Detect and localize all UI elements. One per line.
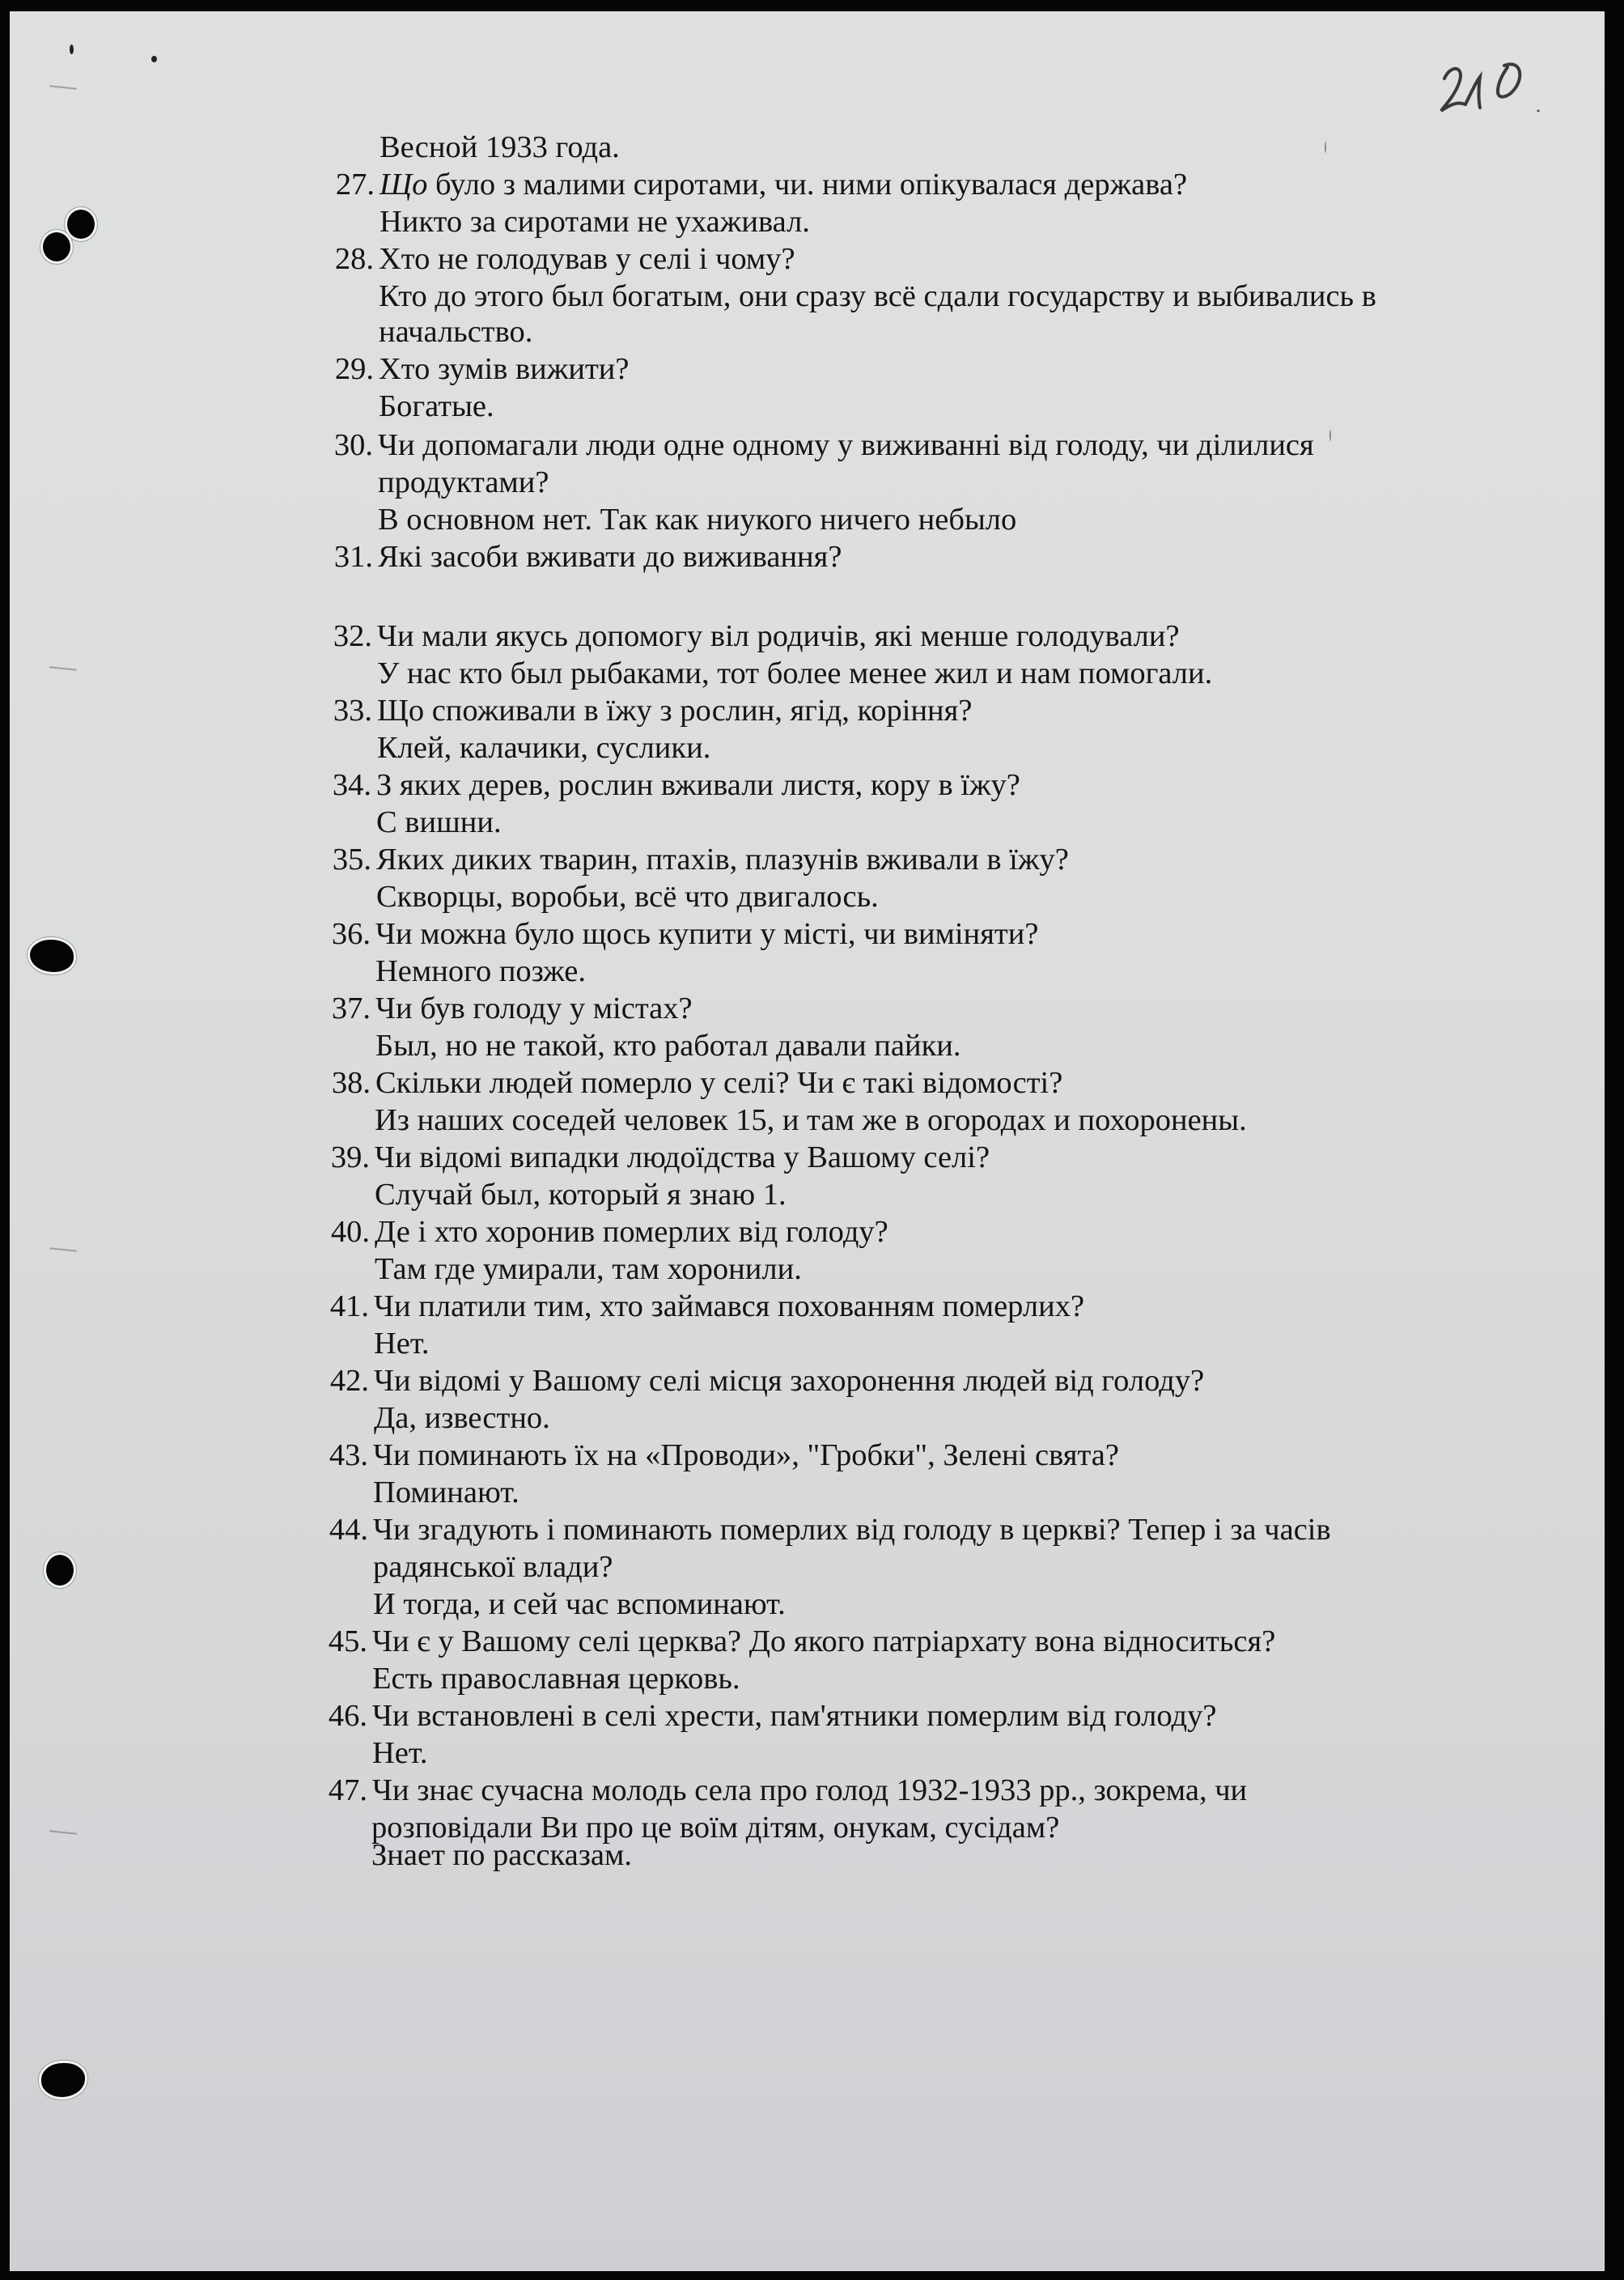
question-number: 27. bbox=[335, 168, 375, 202]
answer-text: Богатые. bbox=[379, 389, 494, 423]
scan-mark bbox=[49, 1830, 77, 1835]
question-text: Хто не голодував у селі і чому? bbox=[379, 242, 795, 276]
question-text bbox=[379, 166, 1187, 203]
question-number: 47. bbox=[328, 1773, 367, 1807]
italic-lead-word: Що bbox=[379, 168, 428, 202]
question-text: Чи відомі випадки людоїдства у Вашому селі? bbox=[375, 1140, 990, 1174]
question-text: Чи можна було щось купити у місті, чи виміняти? bbox=[375, 917, 1039, 951]
answer-text: В основном нет. Так как ниукого ничего небыло bbox=[378, 503, 1017, 537]
question-number: 34. bbox=[332, 768, 371, 802]
question-number: 42. bbox=[329, 1364, 369, 1398]
question-text-rest: було з малими сиротами, чи. ними опікувалася держава? bbox=[427, 168, 1188, 202]
question-text: Яких диких тварин, птахів, плазунів вживали в їжу? bbox=[376, 843, 1069, 877]
question-number: 40. bbox=[330, 1215, 370, 1249]
question-number: 43. bbox=[329, 1438, 368, 1472]
scan-speck bbox=[70, 45, 74, 54]
answer-text: Из наших соседей человек 15, и там же в огородах и похоронены. bbox=[375, 1103, 1247, 1137]
question-number: 38. bbox=[331, 1066, 371, 1100]
answer-text: Немного позже. bbox=[375, 954, 586, 988]
answer-text: Весной 1933 года. bbox=[379, 130, 620, 164]
answer-text: начальство. bbox=[379, 315, 533, 349]
scan-mark bbox=[49, 85, 77, 90]
scan-speck bbox=[151, 56, 157, 62]
question-text: Чи мали якусь допомогу віл родичів, які менше голодували? bbox=[377, 619, 1180, 653]
scan-mark bbox=[49, 1247, 77, 1252]
question-text: Чи згадують і поминають померлих від голоду в церкві? Тепер і за часів bbox=[373, 1513, 1331, 1547]
punch-hole bbox=[67, 210, 95, 239]
question-text: Що споживали в їжу з рослин, ягід, коріння? bbox=[377, 694, 973, 728]
question-text: Скільки людей померло у селі? Чи є такі відомості? bbox=[375, 1066, 1063, 1100]
question-text: Чи допомагали люди одне одному у виживанні від голоду, чи ділилися bbox=[378, 428, 1314, 462]
answer-text: С вишни. bbox=[376, 805, 502, 839]
question-text: Де і хто хоронив померлих від голоду? bbox=[375, 1215, 888, 1249]
answer-text: Был, но не такой, кто работал давали пайки. bbox=[375, 1029, 961, 1063]
question-number: 33. bbox=[333, 694, 372, 728]
question-text: Чи відомі у Вашому селі місця захоронення людей від голоду? bbox=[374, 1364, 1205, 1398]
answer-text: Случай был, который я знаю 1. bbox=[375, 1178, 787, 1212]
answer-text: розповідали Ви про це воїм дітям, онукам, сусідам? bbox=[371, 1811, 1060, 1845]
answer-text: Никто за сиротами не ухаживал. bbox=[379, 205, 810, 239]
answer-text: У нас кто был рыбаками, тот более менее жил и нам помогали. bbox=[377, 656, 1213, 690]
question-number: 30. bbox=[333, 428, 373, 462]
scan-speck bbox=[1329, 430, 1331, 441]
punch-hole bbox=[43, 232, 70, 261]
question-number: 45. bbox=[328, 1624, 367, 1658]
question-number: 39. bbox=[330, 1140, 370, 1174]
question-number: 31. bbox=[333, 540, 373, 574]
answer-text: Да, известно. bbox=[374, 1401, 550, 1435]
answer-text: Клей, калачики, суслики. bbox=[377, 731, 711, 765]
question-number: 32. bbox=[333, 619, 372, 653]
punch-hole bbox=[46, 1555, 74, 1586]
question-text: Хто зумів вижити? bbox=[379, 352, 630, 386]
scan-speck bbox=[1325, 142, 1326, 153]
question-number: 29. bbox=[334, 352, 374, 386]
question-text: Чи є у Вашому селі церква? До якого патріархату вона відноситься? bbox=[372, 1624, 1276, 1658]
question-text: Чи був голоду у містах? bbox=[375, 991, 693, 1025]
question-number: 41. bbox=[329, 1289, 369, 1323]
question-text: Чи поминають їх на «Проводи», "Гробки", Зелені свята? bbox=[373, 1438, 1119, 1472]
question-number: 44. bbox=[329, 1513, 368, 1547]
question-number: 37. bbox=[331, 991, 371, 1025]
question-text: Чи платили тим, хто займався похованням померлих? bbox=[374, 1289, 1085, 1323]
answer-text: Есть православная церковь. bbox=[372, 1662, 740, 1696]
question-number: 46. bbox=[328, 1699, 367, 1733]
question-text: З яких дерев, рослин вживали листя, кору в їжу? bbox=[376, 768, 1020, 802]
answer-text: Скворцы, воробьи, всё что двигалось. bbox=[376, 880, 879, 914]
answer-text: Нет. bbox=[374, 1327, 430, 1361]
answer-text: И тогда, и сей час вспоминают. bbox=[373, 1587, 786, 1621]
question-number: 35. bbox=[332, 843, 371, 877]
punch-hole bbox=[41, 2063, 85, 2097]
punch-hole bbox=[30, 940, 74, 972]
handwritten-page-number bbox=[1433, 54, 1546, 127]
document-page bbox=[10, 11, 1605, 2271]
answer-text: Поминают. bbox=[373, 1475, 519, 1509]
question-text: Чи встановлені в селі хрести, пам'ятники померлим від голоду? bbox=[372, 1699, 1217, 1733]
answer-text: Там где умирали, там хоронили. bbox=[375, 1252, 802, 1286]
question-text: Які засоби вживати до виживання? bbox=[378, 540, 842, 574]
question-text: Чи знає сучасна молодь села про голод 1932-1933 рр., зокрема, чи bbox=[372, 1773, 1248, 1807]
question-number: 28. bbox=[334, 242, 374, 276]
scan-mark bbox=[49, 666, 77, 671]
answer-text: радянської влади? bbox=[373, 1550, 613, 1584]
answer-text: Знает по рассказам. bbox=[371, 1838, 633, 1872]
answer-text: продуктами? bbox=[378, 465, 549, 499]
answer-text: Нет. bbox=[372, 1736, 428, 1770]
answer-text: Кто до этого был богатым, они сразу всё сдали государству и выбивались в bbox=[379, 279, 1376, 313]
question-number: 36. bbox=[331, 917, 371, 951]
